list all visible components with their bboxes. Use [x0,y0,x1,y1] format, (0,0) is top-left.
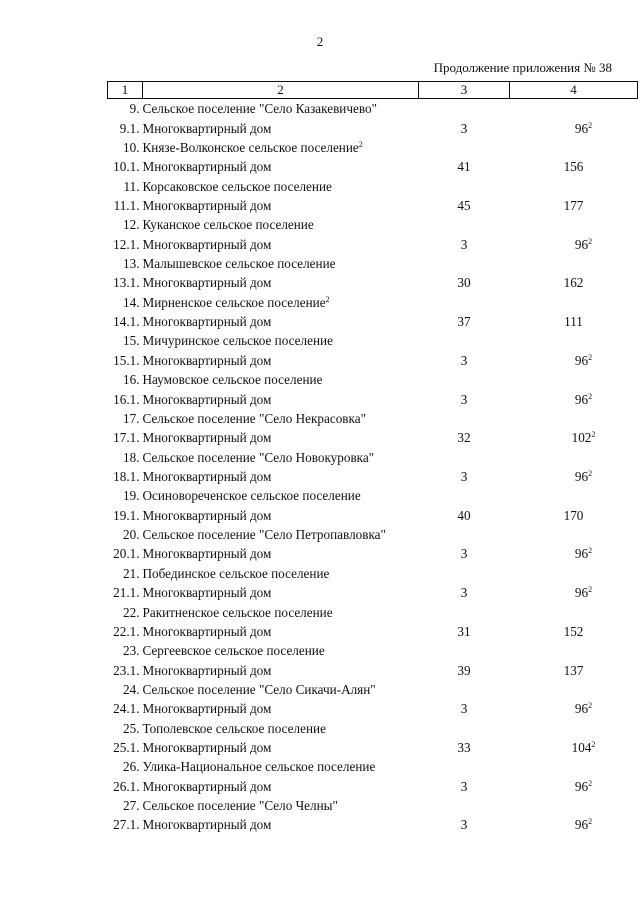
row-number: 11. [123,178,140,194]
row-number: 20.1. [113,546,140,562]
row-name-cell [143,719,419,738]
row-name: Многоквартирный дом [142,430,272,446]
row-name-cell [143,293,419,312]
row-col-3 [419,486,510,505]
row-col-4-cell [510,467,638,486]
row-name-cell [143,602,419,621]
row-name-cell [143,564,419,583]
row-col-4-cell [510,99,638,119]
row-col-4: 96 [574,778,589,794]
row-number: 16. [123,372,140,388]
row-col-4-cell [510,118,638,137]
row-col-4: 96 [574,236,589,252]
row-col-3 [419,293,510,312]
row-col-3: 3 [460,236,468,252]
table-row [108,757,638,776]
row-col-4: 96 [574,701,589,717]
row-col-4: 177 [563,197,584,213]
table-row [108,176,638,195]
table-row [108,312,638,331]
row-name-cell [143,680,419,699]
row-number: 13.1. [113,275,140,291]
row-name: Многоквартирный дом [142,275,272,291]
row-name-cell [143,331,419,350]
row-name: Многоквартирный дом [142,662,272,678]
table-row [108,815,638,834]
row-name: Многоквартирный дом [142,778,272,794]
footnote-marker: 2 [588,585,593,595]
row-name-cell [143,157,419,176]
row-col-4-cell [510,815,638,834]
row-col-4: 96 [574,469,589,484]
row-col-3: 3 [460,120,468,136]
row-name: Куканское сельское поселение [142,217,314,233]
row-col-4-cell [510,176,638,195]
row-col-3 [419,680,510,699]
row-col-3: 3 [460,352,468,368]
row-col-4-cell [510,641,638,660]
row-name-cell [143,622,419,641]
footnote-marker: 2 [591,740,596,750]
row-name: Побединское сельское поселение [142,565,330,581]
row-name-cell [143,506,419,525]
footnote-marker: 2 [358,139,363,149]
row-name: Сельское поселение "Село Некрасовка" [142,410,366,426]
row-number: 11.1. [113,197,140,213]
row-col-4: 156 [563,159,584,175]
row-number: 22.1. [113,623,140,639]
row-number: 9.1. [119,120,140,136]
footnote-marker: 2 [591,430,596,440]
footnote-marker: 2 [588,352,593,362]
row-col-3 [419,525,510,544]
table-row [108,796,638,815]
row-name-cell [143,660,419,679]
row-col-4-cell [510,680,638,699]
row-col-4-cell [510,235,638,254]
table-row [108,544,638,563]
row-col-4-cell [510,312,638,331]
table-row [108,118,638,137]
table-row [108,157,638,176]
row-name-cell [143,235,419,254]
row-col-3: 3 [460,546,468,562]
row-name: Сельское поселение "Село Казакевичево" [142,101,377,117]
row-name-cell [143,351,419,370]
row-col-4: 102 [571,430,592,446]
row-col-4-cell [510,331,638,350]
row-col-3 [419,254,510,273]
table-row [108,506,638,525]
row-number: 22. [123,604,140,620]
row-col-3: 3 [460,391,468,407]
row-number: 26. [123,759,140,775]
row-name-cell [143,699,419,718]
row-number: 27. [123,798,140,814]
header-col-2: 2 [143,82,419,99]
row-name-cell [143,583,419,602]
row-col-4-cell [510,486,638,505]
row-name: Малышевское сельское поселение [142,256,336,272]
row-number: 24. [123,681,140,697]
row-name-cell [143,815,419,834]
table-row [108,99,638,119]
row-col-3 [419,138,510,157]
row-col-3 [419,796,510,815]
row-name: Многоквартирный дом [142,507,272,523]
table-row [108,293,638,312]
row-name: Осиноворечeнское сельское поселение [142,488,361,504]
header-col-3: 3 [419,82,510,99]
row-col-3: 30 [457,275,471,291]
row-col-4: 111 [564,314,583,330]
row-col-4: 137 [563,662,584,678]
row-col-4: 96 [574,391,589,407]
table-row [108,525,638,544]
row-col-4-cell [510,370,638,389]
row-name: Сергеевское сельское поселение [142,643,325,659]
header-col-4: 4 [510,82,638,99]
table-row [108,738,638,757]
row-col-3: 37 [457,314,471,330]
row-name: Наумовское сельское поселение [142,372,323,388]
table-row [108,370,638,389]
page-number: 2 [316,34,324,49]
footnote-marker: 2 [588,701,593,711]
row-col-4-cell [510,622,638,641]
row-number: 21.1. [113,585,140,601]
row-number: 15.1. [113,352,140,368]
table-row [108,428,638,447]
row-number: 23. [123,643,140,659]
row-number: 27.1. [113,817,140,833]
row-number: 20. [123,527,140,543]
row-col-3 [419,99,510,119]
table-row [108,138,638,157]
footnote-marker: 2 [588,778,593,788]
row-name-cell [143,467,419,486]
row-col-4-cell [510,157,638,176]
row-col-4-cell [510,719,638,738]
row-name: Многоквартирный дом [142,352,272,368]
row-name-cell [143,796,419,815]
row-col-4-cell [510,196,638,215]
row-name: Многоквартирный дом [142,623,272,639]
row-name-cell [143,409,419,428]
row-name: Корсаковское сельское поселение [142,178,332,194]
row-col-4: 104 [571,740,592,756]
row-name: Князе-Волконское сельское поселение [142,139,359,155]
row-number: 21. [123,565,140,581]
row-number: 19. [123,488,140,504]
row-col-4: 170 [563,507,584,523]
footnote-marker: 2 [588,391,593,401]
row-number: 17.1. [113,430,140,446]
row-number: 24.1. [113,701,140,717]
row-name: Многоквартирный дом [142,391,272,407]
row-name-cell [143,525,419,544]
header-col-1: 1 [108,82,143,99]
row-col-3: 33 [457,740,471,756]
row-col-3 [419,719,510,738]
row-col-4-cell [510,796,638,815]
footnote-marker: 2 [325,294,330,304]
row-name: Ракитненское сельское поселение [142,604,333,620]
row-col-4-cell [510,428,638,447]
table-row [108,719,638,738]
row-name: Мирненское сельское поселение [142,294,326,310]
row-name-cell [143,486,419,505]
table-row [108,409,638,428]
row-col-3 [419,409,510,428]
row-name-cell [143,641,419,660]
row-name-cell [143,738,419,757]
table-row [108,196,638,215]
row-col-4-cell [510,757,638,776]
row-number: 25. [123,720,140,736]
table-row [108,486,638,505]
row-col-4-cell [510,564,638,583]
row-name: Многоквартирный дом [142,314,272,330]
row-name-cell [143,99,419,119]
row-name-cell [143,777,419,796]
row-number: 19.1. [113,507,140,523]
table-row [108,467,638,486]
row-col-4-cell [510,389,638,408]
footnote-marker: 2 [588,469,593,478]
row-col-4-cell [510,583,638,602]
footnote-marker: 2 [588,817,593,827]
row-col-3: 39 [457,662,471,678]
row-col-3 [419,757,510,776]
row-col-4-cell [510,738,638,757]
row-col-4-cell [510,660,638,679]
row-col-3: 3 [460,469,468,484]
row-col-3 [419,564,510,583]
row-number: 14.1. [113,314,140,330]
row-name: Сельское поселение "Село Сикачи-Алян" [142,681,376,697]
row-number: 10.1. [113,159,140,175]
row-col-4: 96 [574,120,589,136]
row-col-4: 96 [574,585,589,601]
row-name-cell [143,273,419,292]
row-col-4-cell [510,138,638,157]
row-col-4: 162 [563,275,584,291]
row-name-cell [143,757,419,776]
table-row [108,273,638,292]
row-name-cell [143,447,419,466]
row-number: 12.1. [113,236,140,252]
row-col-3 [419,176,510,195]
row-col-4-cell [510,506,638,525]
row-number: 14. [123,294,140,310]
row-col-4-cell [510,293,638,312]
row-name: Сельское поселение "Село Петропавловка" [142,527,386,543]
row-number: 9. [129,101,140,117]
table-row [108,777,638,796]
row-number: 18. [123,449,140,465]
continuation-label: Продолжение приложения № 38 [433,60,612,75]
row-name: Мичуринское сельское поселение [142,333,333,349]
row-col-3 [419,331,510,350]
row-name: Многоквартирный дом [142,740,272,756]
row-col-4-cell [510,351,638,370]
row-col-4-cell [510,777,638,796]
row-name-cell [143,196,419,215]
row-name-cell [143,370,419,389]
table-row [108,331,638,350]
table-row [108,254,638,273]
row-name: Тополевское сельское поселение [142,720,326,736]
table-row [108,660,638,679]
table-row [108,215,638,234]
row-name-cell [143,138,419,157]
row-number: 25.1. [113,740,140,756]
settlements-table [107,81,638,835]
table-row [108,602,638,621]
row-number: 12. [123,217,140,233]
footnote-marker: 2 [588,120,593,130]
row-col-4: 96 [574,817,589,833]
table-body [108,99,638,835]
row-number: 17. [123,410,140,426]
table-row [108,699,638,718]
row-name: Многоквартирный дом [142,817,272,833]
row-name: Многоквартирный дом [142,546,272,562]
row-col-3: 3 [460,585,468,601]
row-col-3: 32 [457,430,471,446]
table-row [108,564,638,583]
row-name: Улика-Национальное сельское поселение [142,759,376,775]
row-col-3: 3 [460,817,468,833]
row-name-cell [143,428,419,447]
row-col-4-cell [510,409,638,428]
row-col-4-cell [510,544,638,563]
row-name: Сельское поселение "Село Новокуровка" [142,449,375,465]
row-number: 16.1. [113,391,140,407]
row-name: Многоквартирный дом [142,469,272,484]
footnote-marker: 2 [588,236,593,246]
row-col-3: 3 [460,778,468,794]
row-col-4: 152 [563,623,584,639]
row-name-cell [143,544,419,563]
row-col-3 [419,602,510,621]
table-row [108,351,638,370]
row-col-4: 96 [574,546,589,562]
table-row [108,622,638,641]
table-row [108,680,638,699]
row-col-3: 41 [457,159,471,175]
row-col-4: 96 [574,352,589,368]
row-col-4-cell [510,215,638,234]
row-col-4-cell [510,447,638,466]
row-col-3: 3 [460,701,468,717]
row-col-4-cell [510,254,638,273]
row-name-cell [143,215,419,234]
row-number: 13. [123,256,140,272]
row-number: 26.1. [113,778,140,794]
row-col-3 [419,215,510,234]
row-col-3: 31 [457,623,471,639]
table-row [108,641,638,660]
row-col-4-cell [510,699,638,718]
row-name-cell [143,389,419,408]
row-name-cell [143,254,419,273]
row-name: Многоквартирный дом [142,159,272,175]
row-name: Сельское поселение "Село Челны" [142,798,338,814]
row-name: Многоквартирный дом [142,236,272,252]
row-col-3 [419,447,510,466]
row-name-cell [143,176,419,195]
row-name: Многоквартирный дом [142,120,272,136]
row-col-4-cell [510,602,638,621]
table-row [108,389,638,408]
table-row [108,235,638,254]
row-col-4-cell [510,525,638,544]
row-col-4-cell [510,273,638,292]
row-col-3: 40 [457,507,471,523]
footnote-marker: 2 [588,546,593,556]
row-col-3 [419,370,510,389]
row-number: 23.1. [113,662,140,678]
table-header-row [108,82,638,99]
row-name-cell [143,118,419,137]
row-number: 18.1. [113,469,140,484]
row-name: Многоквартирный дом [142,701,272,717]
row-col-3 [419,641,510,660]
row-number: 15. [123,333,140,349]
row-name: Многоквартирный дом [142,585,272,601]
row-name: Многоквартирный дом [142,197,272,213]
row-name-cell [143,312,419,331]
row-number: 10. [123,139,140,155]
table-row [108,447,638,466]
table-row [108,583,638,602]
row-col-3: 45 [457,197,471,213]
